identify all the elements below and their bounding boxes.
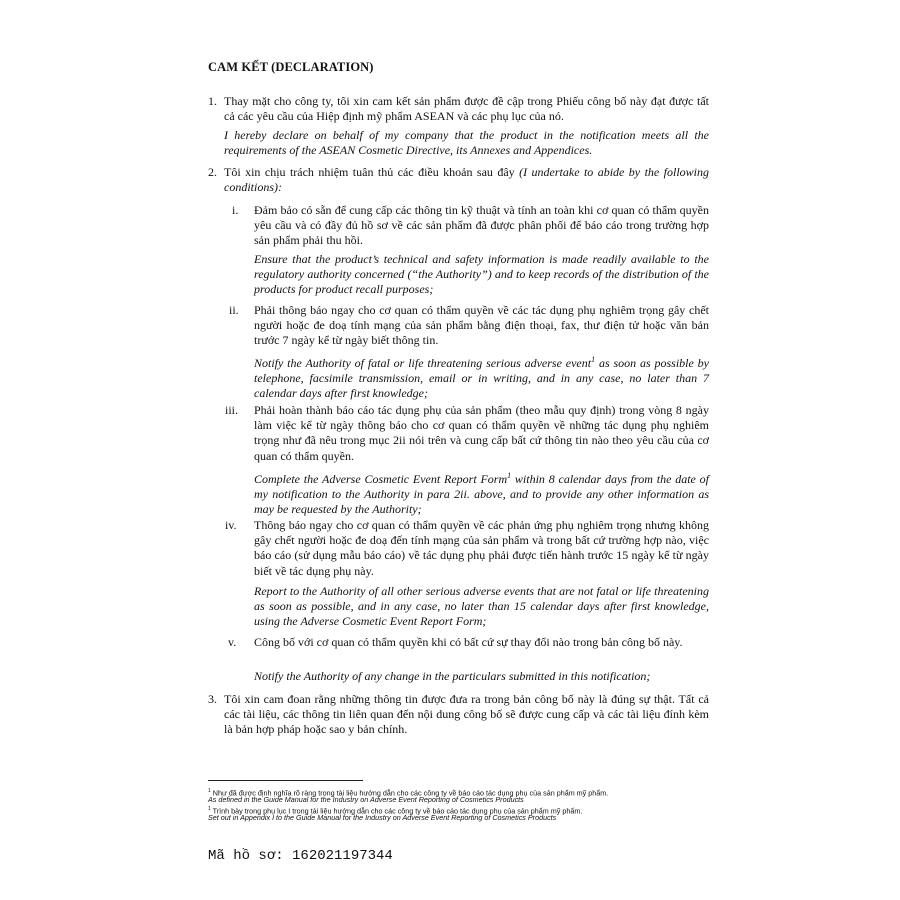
footnote-ref: 1 [507, 471, 512, 480]
subitem-number: iii. [225, 403, 239, 417]
footnote-divider [208, 780, 363, 781]
footnote-1-english: As defined in the Guide Manual for the Industry on Adverse Event Reporting of Cosmetics Products [208, 795, 524, 804]
page-title: CAM KẾT (DECLARATION) [208, 60, 374, 74]
footnote-ref: 1 [591, 355, 596, 364]
subitem-iii-vietnamese: Phải hoàn thành báo cáo tác dụng phụ của sản phẩm (theo mẫu quy định) trong vòng 8 ngày làm việc kể từ ngày thông báo cho cơ quan có thẩm quyền về những tác dụng phụ nghiêm trọng như đã nêu trong mục 2ii nói trên và cung cấp bất cứ thông tin nào theo yêu cầu của cơ quan có thẩm quyền. [254, 403, 709, 463]
item-2-vietnamese: Tôi xin chịu trách nhiệm tuân thủ các điều khoản sau đây [224, 165, 515, 179]
subitem-ii-english: Notify the Authority of fatal or life threatening serious adverse event$^1$ as soon as possible by telephone, facsimile transmission, email or in writing, and in any case, no later than 7 calendar days after first knowledge; [254, 355, 709, 401]
footnote-2-vietnamese: $^1$ Trình bày trong phụ lục I trong tài liệu hướng dẫn cho các công ty về báo cáo tác dụng phụ của sản phẩm mỹ phẩm. [208, 806, 583, 816]
subitem-number: iv. [225, 518, 237, 532]
item-1-english: I hereby declare on behalf of my company that the product in the notification meets all the requirements of the ASEAN Cosmetic Directive, its Annexes and Appendices. [224, 128, 709, 158]
item-number: 2. [208, 165, 217, 179]
subitem-ii-vietnamese: Phải thông báo ngay cho cơ quan có thẩm quyền về các tác dụng phụ nghiêm trọng gây chết người hoặc đe doạ tính mạng của sản phẩm bằng điện thoại, fax, thư điện tử hoặc văn bản trước 7 ngày kể từ ngày biết thông tin. [254, 303, 709, 348]
subitem-v-english: Notify the Authority of any change in the particulars submitted in this notification; [254, 669, 651, 683]
record-code: Mã hồ sơ: 162021197344 [208, 848, 393, 864]
footnote-2-english: Set out in Appendix I to the Guide Manual for the Industry on Adverse Event Reporting of Cosmetics Products [208, 813, 557, 822]
subitem-i-english: Ensure that the product’s technical and safety information is made readily available to the regulatory authority concerned (“the Authority”) and to keep records of the distribution of the products for product recall purposes; [254, 252, 709, 297]
subitem-iv-english: Report to the Authority of all other serious adverse events that are not fatal or life threatening as soon as possible, and in any case, no later than 15 calendar days after first knowledge, using the Adverse Cosmetic Event Report Form; [254, 584, 709, 629]
item-2-text [224, 165, 709, 195]
item-3-vietnamese: Tôi xin cam đoan rằng những thông tin được đưa ra trong bản công bố này là đúng sự thật. Tất cả các tài liệu, các thông tin liên quan đến nội dung công bố sẽ được cung cấp và các tài liệu đính kèm là bản hợp pháp hoặc sao y bản chính. [224, 692, 709, 737]
subitem-number: ii. [229, 303, 239, 317]
subitem-v-vietnamese: Công bố với cơ quan có thẩm quyền khi có bất cứ sự thay đổi nào trong bản công bố này. [254, 635, 683, 649]
subitem-iii-english: Complete the Adverse Cosmetic Event Report Form$^1$ within 8 calendar days from the date of my notification to the Authority in para 2ii. above, and to provide any other information as may be requested by the Authority; [254, 471, 709, 517]
footnote-1-vietnamese: $^1$ Như đã được định nghĩa rõ ràng trong tài liệu hướng dẫn cho các công ty về báo cáo tác dụng phụ của sản phẩm mỹ phẩm. [208, 788, 609, 798]
item-1-vietnamese: Thay mặt cho công ty, tôi xin cam kết sản phẩm được đề cập trong Phiếu công bố này đạt được tất cả các yêu cầu của Hiệp định mỹ phẩm ASEAN và các phụ lục của nó. [224, 94, 709, 124]
subitem-iv-vietnamese: Thông báo ngay cho cơ quan có thẩm quyền về các phản ứng phụ nghiêm trọng nhưng không gây chết người hoặc đe doạ đến tính mạng của sản phẩm và trong bất cứ trường hợp nào, việc báo cáo (sử dụng mẫu báo cáo) về tác dụng phụ phải được tiến hành trước 15 ngày kể từ ngày biết về tác dụng phụ này. [254, 518, 709, 578]
item-number: 1. [208, 94, 217, 108]
item-number: 3. [208, 692, 217, 706]
subitem-i-vietnamese: Đảm bảo có sẵn để cung cấp các thông tin kỹ thuật và tính an toàn khi cơ quan có thẩm quyền yêu cầu và có đầy đủ hồ sơ về các sản phẩm đã được phân phối để báo cáo trong trường hợp sản phẩm phải thu hồi. [254, 203, 709, 248]
subitem-number: i. [232, 203, 239, 217]
item-2-english: (I undertake to abide by the following conditions): [224, 165, 709, 195]
subitem-number: v. [228, 635, 237, 649]
